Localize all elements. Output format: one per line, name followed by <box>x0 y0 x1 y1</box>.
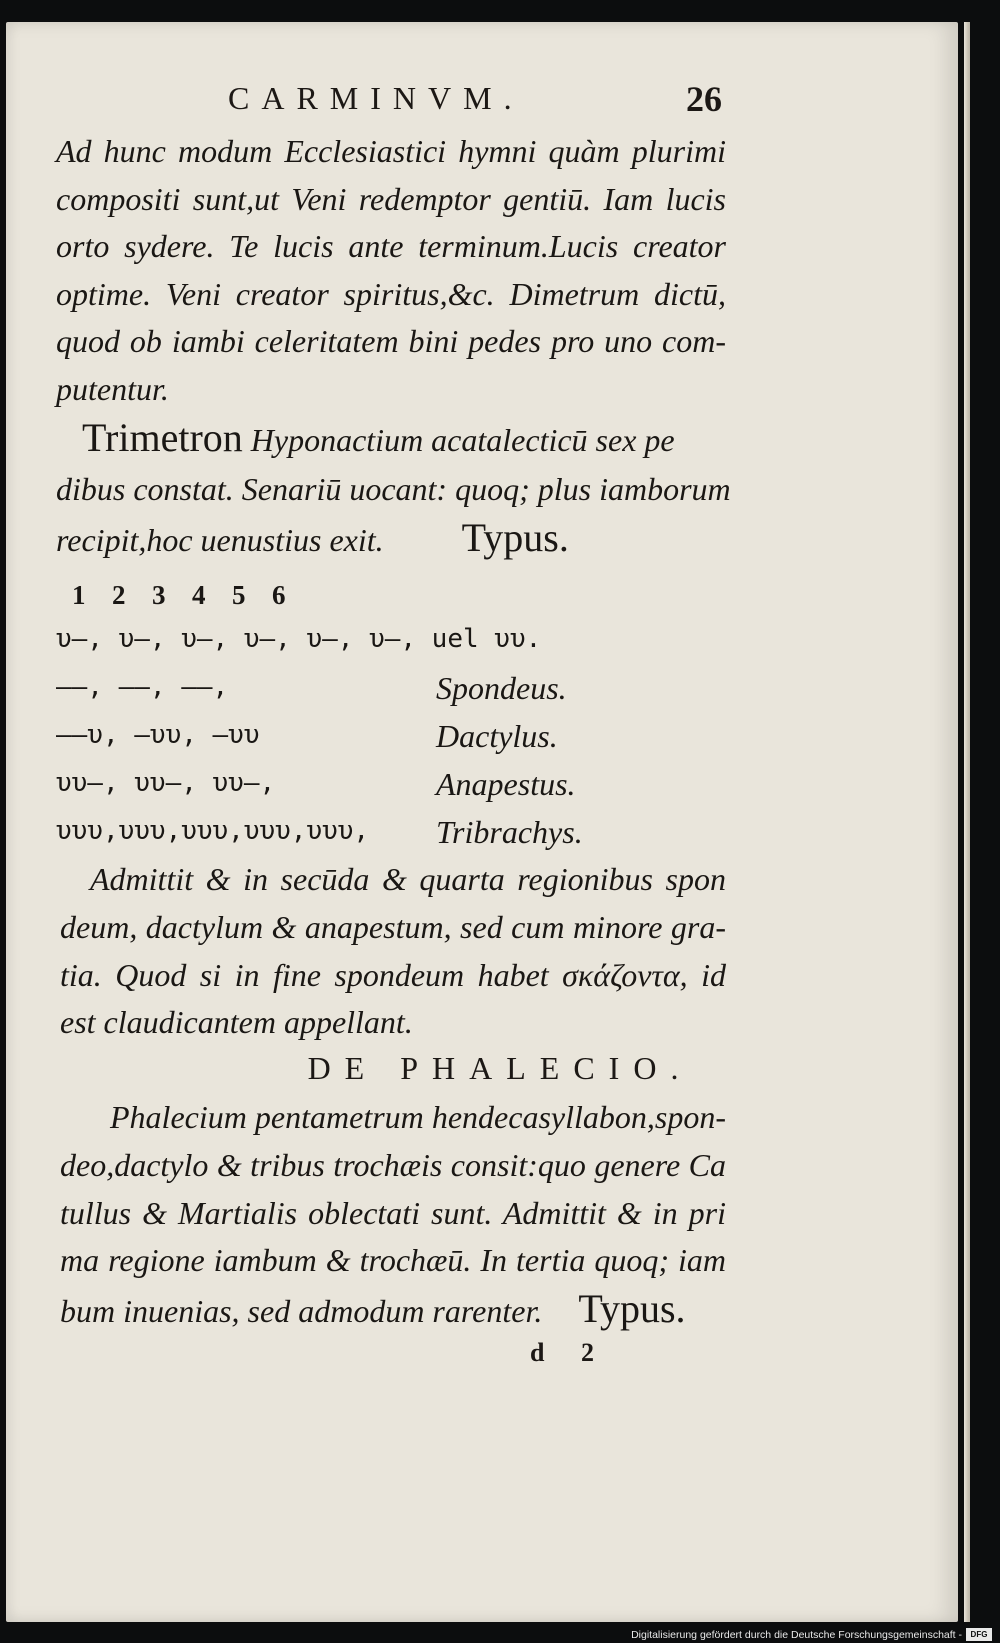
page-gutter-shadow <box>964 22 970 1622</box>
meter-pattern: υυ–, υυ–, υυ–, <box>56 768 276 798</box>
meter-scheme <box>72 572 742 618</box>
foot-number: 4 <box>192 580 206 610</box>
meter-pattern: ––, ––, ––, <box>56 672 229 702</box>
text-line: putentur. <box>56 370 169 407</box>
dfg-logo: DFG <box>966 1628 992 1641</box>
text-line: dibus constat. Senariū uocant: quoq; plus iamborum <box>56 471 731 507</box>
foot-number: 5 <box>232 580 246 610</box>
meter-pattern: υ–, υ–, υ–, υ–, υ–, υ–, uel υυ. <box>56 624 542 654</box>
text-line: Phalecium pentametrum hendecasyllabon,spon- <box>110 1099 726 1135</box>
text-line: orto sydere. Te lucis ante terminum.Lucis creator <box>56 228 726 264</box>
trimetron-line1-rest: Hyponactium acatalecticū sex pe <box>250 422 675 458</box>
page-number: 26 <box>686 79 722 119</box>
paragraph-admittit-first <box>90 856 726 904</box>
paragraph-trimetron-cont <box>56 466 731 564</box>
trimetron-line3: recipit,hoc uenustius exit. <box>56 521 384 558</box>
foot-number: 6 <box>272 580 286 610</box>
typus-label: Typus. <box>578 1285 686 1331</box>
foot-name: Anapestus. <box>436 766 576 802</box>
paragraph-hymns <box>56 128 726 413</box>
meter-row <box>56 764 726 812</box>
meter-pattern: υυυ,υυυ,υυυ,υυυ,υυυ, <box>56 816 370 846</box>
meter-pattern: ––υ, –υυ, –υυ <box>56 720 260 750</box>
text-line: deum, dactylum & anapestum, sed cum minore gra- <box>60 909 726 945</box>
text-line: Ad hunc modum Ecclesiastici hymni quàm plurimi <box>56 133 726 169</box>
paragraph-trimetron <box>82 414 726 466</box>
running-title: CARMINVM. <box>228 80 524 116</box>
text-line: ma regione iambum & trochæū. In tertia quoq; iam <box>60 1242 726 1278</box>
text-line: est claudicantem appellant. <box>60 1004 413 1040</box>
digitization-credit: Digitalisierung gefördert durch die Deutsche Forschungsgemeinschaft - <box>631 1629 962 1641</box>
phalecium-last-line: bum inuenias, sed admodum rarenter. <box>60 1292 543 1329</box>
meter-row <box>56 812 726 860</box>
foot-numbers <box>72 572 742 618</box>
paragraph-phalecium <box>60 1142 726 1337</box>
trimetron-lead: Trimetron <box>82 415 243 460</box>
text-line: Admittit & in secūda & quarta regionibus spon <box>90 861 726 897</box>
text-line <box>56 514 726 564</box>
page-header <box>0 80 1000 120</box>
text-line: deo,dactylo & tribus trochæis consit:quo genere Ca <box>60 1147 726 1183</box>
foot-name: Tribrachys. <box>436 814 583 850</box>
meter-row <box>56 716 726 764</box>
signature-mark: d 2 <box>530 1338 594 1367</box>
foot-name: Spondeus. <box>436 670 567 706</box>
paragraph-admittit <box>60 904 726 1047</box>
foot-name: Dactylus. <box>436 718 558 754</box>
meter-row <box>56 668 726 716</box>
iambic-row <box>56 620 726 668</box>
text-line: compositi sunt,ut Veni redemptor gentiū. Iam lucis <box>56 180 726 217</box>
section-heading: DE PHALECIO. <box>307 1050 693 1086</box>
text-line: tia. Quod si in fine spondeum habet σκάζοντα, id <box>60 956 726 993</box>
text-line: tullus & Martialis oblectati sunt. Admittit & in pri <box>60 1194 726 1231</box>
foot-number: 1 <box>72 580 86 610</box>
typus-label: Typus. <box>461 514 569 560</box>
text-line: quod ob iambi celeritatem bini pedes pro uno com- <box>56 323 726 359</box>
text-line: optime. Veni creator spiritus,&c. Dimetrum dictū, <box>56 275 726 312</box>
foot-number: 2 <box>112 580 126 610</box>
meter-rows <box>56 620 726 860</box>
text-line <box>82 414 726 466</box>
text-line <box>60 1285 726 1337</box>
foot-number: 3 <box>152 580 166 610</box>
paragraph-phalecium-first <box>110 1094 726 1142</box>
